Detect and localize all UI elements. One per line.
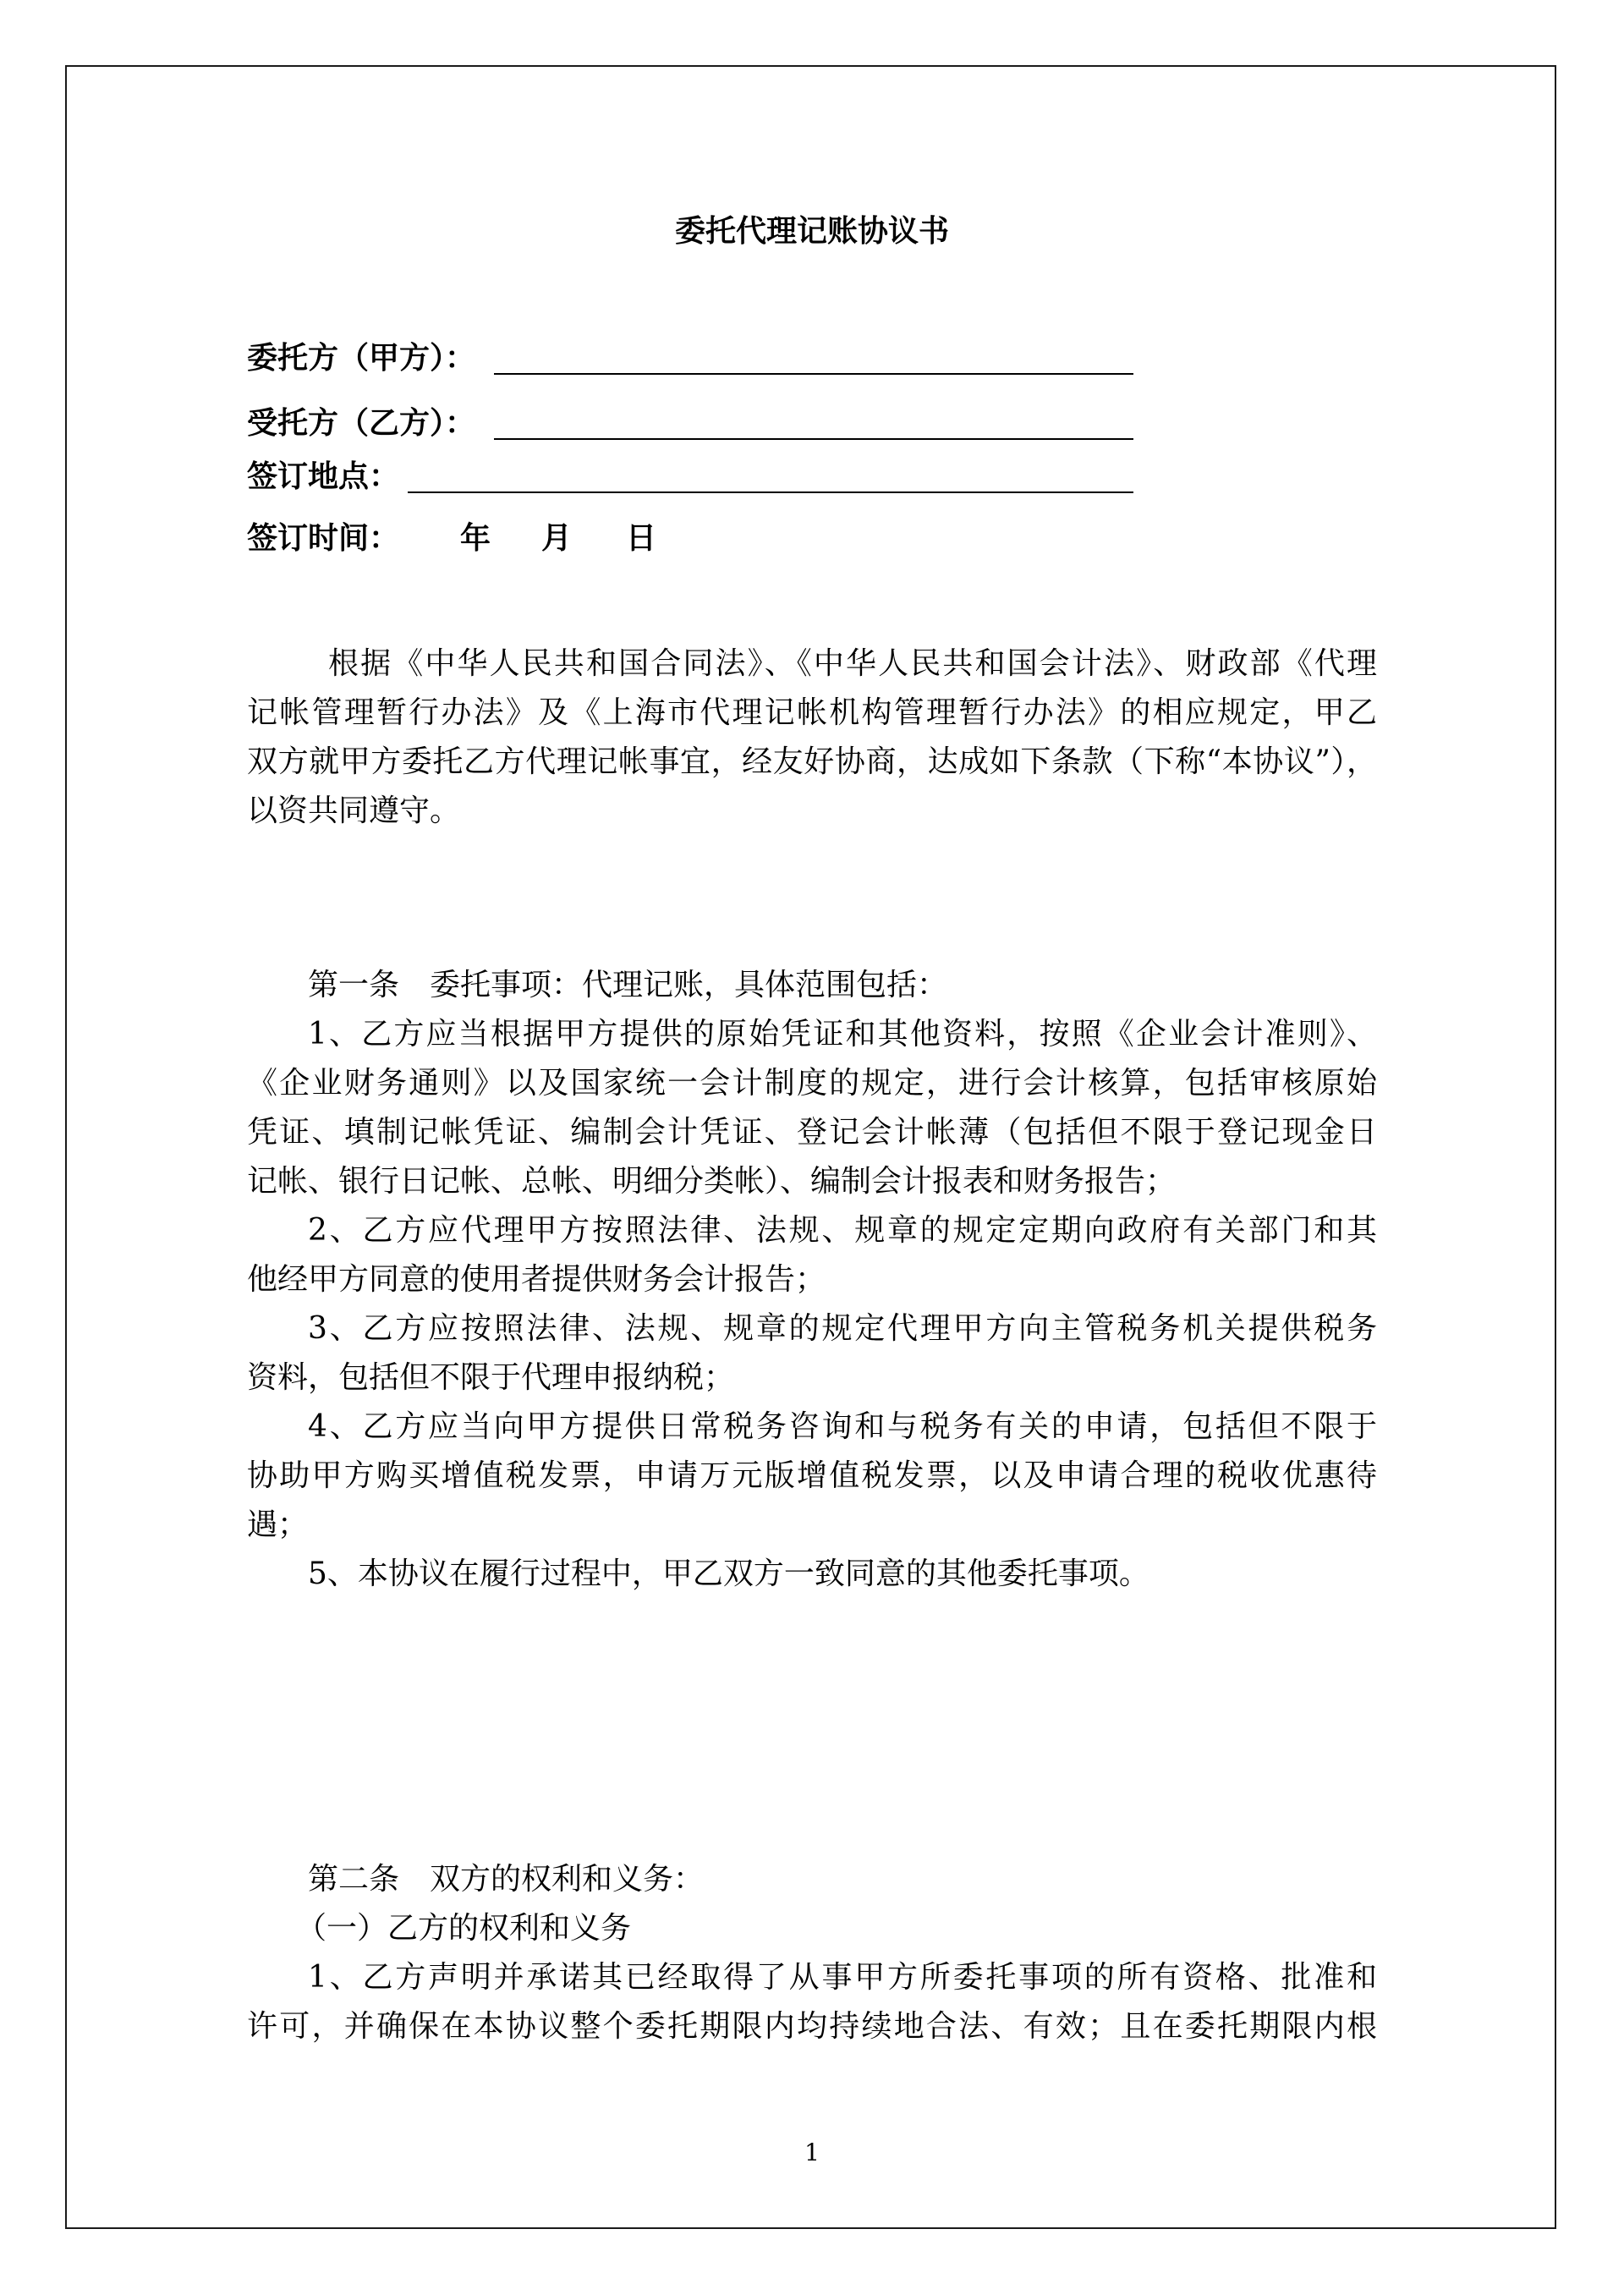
text-line: 凭证、填制记帐凭证、编制会计凭证、登记会计帐薄（包括但不限于登记现金日 <box>247 1115 1377 1150</box>
text-line: 遇； <box>247 1507 309 1542</box>
text-line: 记帐、银行日记帐、总帐、明细分类帐）、编制会计报表和财务报告； <box>247 1164 1177 1199</box>
place-field <box>247 455 399 497</box>
time-label: 签订时间： <box>247 520 400 556</box>
party-b-label: 受托方（乙方）： <box>247 405 476 441</box>
article-2 <box>247 1855 1377 2051</box>
text-line: 1、乙方应当根据甲方提供的原始凭证和其他资料，按照《企业会计准则》、 <box>308 1017 1377 1051</box>
text-line: 5、本协议在履行过程中，甲乙双方一致同意的其他委托事项。 <box>308 1557 1149 1591</box>
document-title: 委托代理记账协议书 <box>674 213 949 249</box>
time-field <box>247 517 754 559</box>
place-blank[interactable] <box>408 491 1133 493</box>
party-a-field <box>247 337 475 379</box>
month-label: 月 <box>541 520 573 556</box>
party-b-field <box>247 402 475 444</box>
text-line: 以资共同遵守。 <box>247 793 461 828</box>
preamble-paragraph <box>247 640 1377 836</box>
article-1 <box>247 961 1377 1599</box>
text-line: 4、乙方应当向甲方提供日常税务咨询和与税务有关的申请，包括但不限于 <box>308 1409 1377 1444</box>
text-line: 3、乙方应按照法律、法规、规章的规定代理甲方向主管税务机关提供税务 <box>308 1311 1377 1346</box>
text-line: 双方就甲方委托乙方代理记帐事宜，经友好协商，达成如下条款（下称“本协议”）， <box>247 744 1377 779</box>
text-line: 1、乙方声明并承诺其已经取得了从事甲方所委托事项的所有资格、批准和 <box>308 1960 1377 1995</box>
text-line: 记帐管理暂行办法》及《上海市代理记帐机构管理暂行办法》的相应规定，甲乙 <box>247 695 1377 730</box>
text-line: 2、乙方应代理甲方按照法律、法规、规章的规定定期向政府有关部门和其 <box>308 1213 1377 1248</box>
page-number: 1 <box>804 2139 820 2166</box>
article-1-heading: 第一条 委托事项：代理记账，具体范围包括： <box>308 968 948 1002</box>
party-b-blank[interactable] <box>494 438 1133 440</box>
party-a-blank[interactable] <box>494 373 1133 375</box>
article-2-heading: 第二条 双方的权利和义务： <box>308 1862 705 1897</box>
text-line: 资料，包括但不限于代理申报纳税； <box>247 1360 735 1395</box>
year-label: 年 <box>460 520 491 556</box>
text-line: 根据《中华人民共和国合同法》、《中华人民共和国会计法》、财政部《代理 <box>328 646 1377 681</box>
text-line: 许可，并确保在本协议整个委托期限内均持续地合法、有效；且在委托期限内根 <box>247 2009 1377 2044</box>
article-2-subheading: （一）乙方的权利和义务 <box>296 1911 632 1946</box>
day-label: 日 <box>626 520 657 556</box>
text-line: 他经甲方同意的使用者提供财务会计报告； <box>247 1262 826 1297</box>
text-line: 协助甲方购买增值税发票，申请万元版增值税发票，以及申请合理的税收优惠待 <box>247 1458 1377 1493</box>
party-a-label: 委托方（甲方）： <box>247 340 476 376</box>
text-line: 《企业财务通则》以及国家统一会计制度的规定，进行会计核算，包括审核原始 <box>247 1066 1377 1101</box>
place-label: 签订地点： <box>247 458 400 494</box>
